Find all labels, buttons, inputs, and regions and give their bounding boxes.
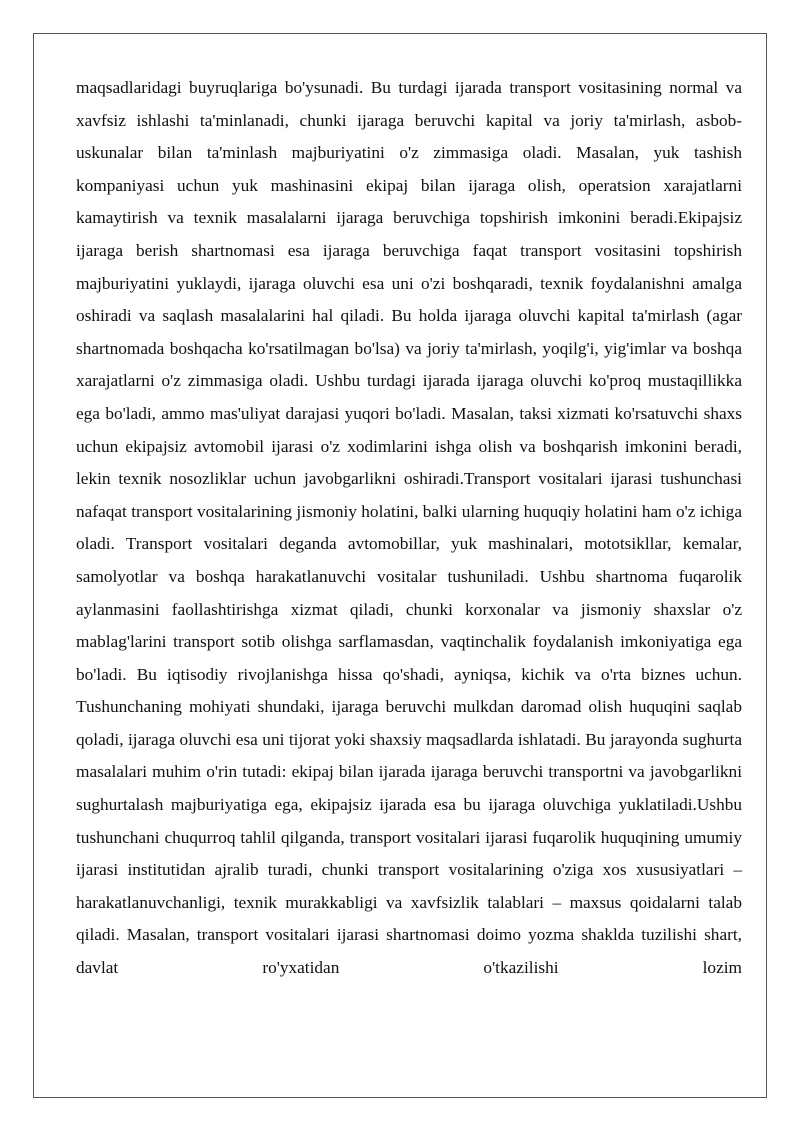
body-paragraph: maqsadlaridagi buyruqlariga bo'ysunadi. Bu turdagi ijarada transport vositasining normal va xavfsiz ishlashi ta'minlanadi, chunki ijaraga beruvchi kapital va joriy ta'mirlash, asbob-uskunalar bilan ta'minlash majburiyatini o'z zimmasiga oladi. Masalan, yuk tashish kompaniyasi uchun yuk mashinasini ekipaj bilan ijaraga olish, operatsion xarajatlarni kamaytirish va texnik masalalarni ijaraga beruvchiga topshirish imkonini beradi.Ekipajsiz ijaraga berish shartnomasi esa ijaraga beruvchiga faqat transport vositasini topshirish majburiyatini yuklaydi, ijaraga oluvchi esa uni o'zi boshqaradi, texnik foydalanishni amalga oshiradi va saqlash masalalarini hal qiladi. Bu holda ijaraga oluvchi kapital ta'mirlash (agar shartnomada boshqacha ko'rsatilmagan bo'lsa) va joriy ta'mirlash, yoqilg'i, yig'imlar va boshqa xarajatlarni o'z zimmasiga oladi. Ushbu turdagi ijarada ijaraga oluvchi ko'proq mustaqillikka ega bo'ladi, ammo mas'uliyat darajasi yuqori bo'ladi. Masalan, taksi xizmati ko'rsatuvchi shaxs uchun ekipajsiz avtomobil ijarasi o'z xodimlarini ishga olish va boshqarish imkonini beradi, lekin texnik nosozliklar uchun javobgarlikni oshiradi.Transport vositalari ijarasi tushunchasi nafaqat transport vositalarining jismoniy holatini, balki ularning huquqiy holatini ham o'z ichiga oladi. Transport vositalari deganda avtomobillar, yuk mashinalari, mototsikllar, kemalar, samolyotlar va boshqa harakatlanuvchi vositalar tushuniladi. Ushbu shartnoma fuqarolik aylanmasini faollashtirishga xizmat qiladi, chunki korxonalar va jismoniy shaxslar o'z mablag'larini transport sotib olishga sarflamasdan, vaqtinchalik foydalanish imkoniyatiga ega bo'ladi. Bu iqtisodiy rivojlanishga hissa qo'shadi, ayniqsa, kichik va o'rta biznes uchun. Tushunchaning mohiyati shundaki, ijaraga beruvchi mulkdan daromad olish huquqini saqlab qoladi, ijaraga oluvchi esa uni tijorat yoki shaxsiy maqsadlarda ishlatadi. Bu jarayonda sughurta masalalari muhim o'rin tutadi: ekipaj bilan ijarada ijaraga beruvchi transportni va javobgarlikni sughurtalash majburiyatiga ega, ekipajsiz ijarada esa bu ijaraga oluvchiga yuklatiladi.Ushbu tushunchani chuqurroq tahlil qilganda, transport vositalari ijarasi fuqarolik huquqining umumiy ijarasi institutidan ajralib turadi, chunki transport vositalarining o'ziga xos xususiyatlari – harakatlanuvchanligi, texnik murakkabligi va xavfsizlik talablari – maxsus qoidalarni talab qiladi. Masalan, transport vositalari ijarasi shartnomasi doimo yozma shaklda tuzilishi shart, davlat ro'yxatidan o'tkazilishi lozim bbox=[76, 78, 742, 978]
